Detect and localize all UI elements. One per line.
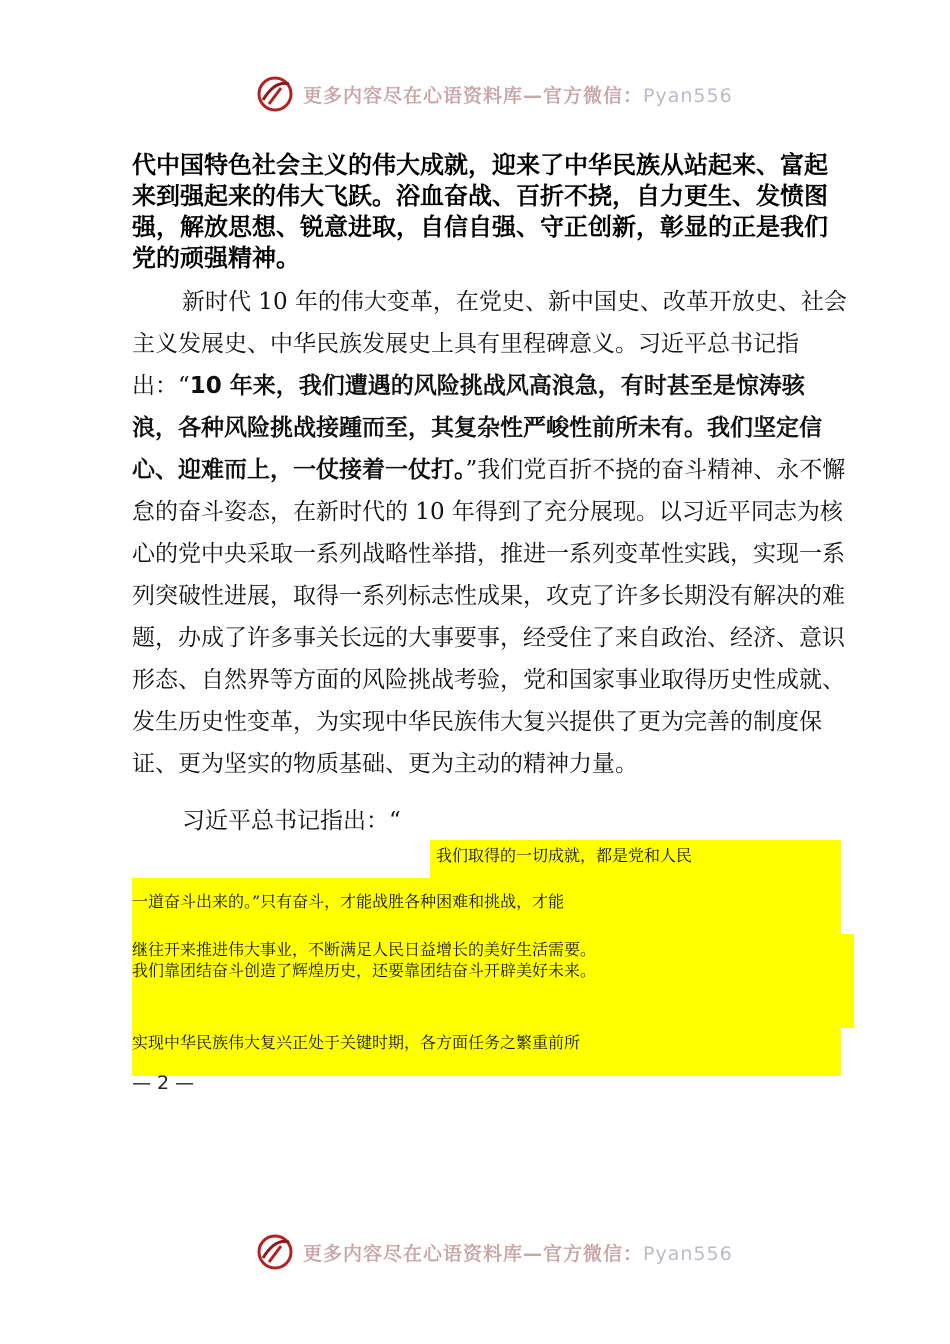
- watermark-footer: [255, 1228, 775, 1276]
- watermark-text: 更多内容尽在心语资料库—官方微信：: [303, 84, 644, 107]
- highlight-line-5: 实现中华民族伟大复兴正处于关键时期，各方面任务之繁重前所: [132, 1033, 581, 1052]
- highlight-line-1: 我们取得的一切成就，都是党和人民: [436, 846, 693, 865]
- paragraph-1-quote: 10 年来，我们遭遇的风险挑战风高浪急，有时甚至是惊涛骇浪，各种风险挑战接踵而至，其复杂性严峻性前所未有。我们坚定信心、迎难而上，一仗接着一仗打。: [132, 373, 822, 483]
- paragraph-2: 习近平总书记指出：“: [182, 808, 401, 834]
- paragraph-1-intro: 新时代 10 年的伟大变革，在党史、新中国史、改革开放史、社会主义发展史、中华民族发展史上具有里程碑意义。习近平总书记指出：“: [132, 289, 847, 399]
- highlight-line-2: 一道奋斗出来的。”只有奋斗，才能战胜各种困难和挑战，才能: [132, 892, 565, 911]
- watermark-logo-icon: [255, 1232, 295, 1272]
- page-number: — 2 —: [132, 1072, 195, 1094]
- watermark-text: 更多内容尽在心语资料库—官方微信：: [303, 1242, 644, 1265]
- watermark-logo-icon: [255, 74, 295, 114]
- watermark-code: Pyan556: [643, 84, 733, 107]
- paragraph-1-rest: ”我们党百折不挠的奋斗精神、永不懈怠的奋斗姿态，在新时代的 10 年得到了充分展现。以习近平同志为核心的党中央采取一系列战略性举措，推进一系列变革性实践，实现一系列突破性进展，取得一系列标志性成果，攻克了许多长期没有解决的难题，办成了许多事关长远的大事要事，经受住了来自政治、经济、意识形态、自然界等方面的风险挑战考验，党和国家事业取得历史性成就、发生历史性变革，为实现中华民族伟大复兴提供了更为完善的制度保证、更为坚实的物质基础、更为主动的精神力量。: [132, 457, 846, 777]
- paragraph-1: [132, 281, 847, 785]
- watermark-code: Pyan556: [643, 1242, 733, 1265]
- highlight-line-4: 我们靠团结奋斗创造了辉煌历史，还要靠团结奋斗开辟美好未来。: [132, 961, 597, 980]
- highlight-line-3: 继往开来推进伟大事业，不断满足人民日益增长的美好生活需要。: [132, 940, 597, 959]
- watermark-header: [255, 70, 775, 118]
- bold-paragraph: 代中国特色社会主义的伟大成就，迎来了中华民族从站起来、富起来到强起来的伟大飞跃。浴血奋战、百折不挠，自力更生、发愤图强，解放思想、锐意进取，自信自强、守正创新，彰显的正是我们党的顽强精神。: [132, 151, 828, 272]
